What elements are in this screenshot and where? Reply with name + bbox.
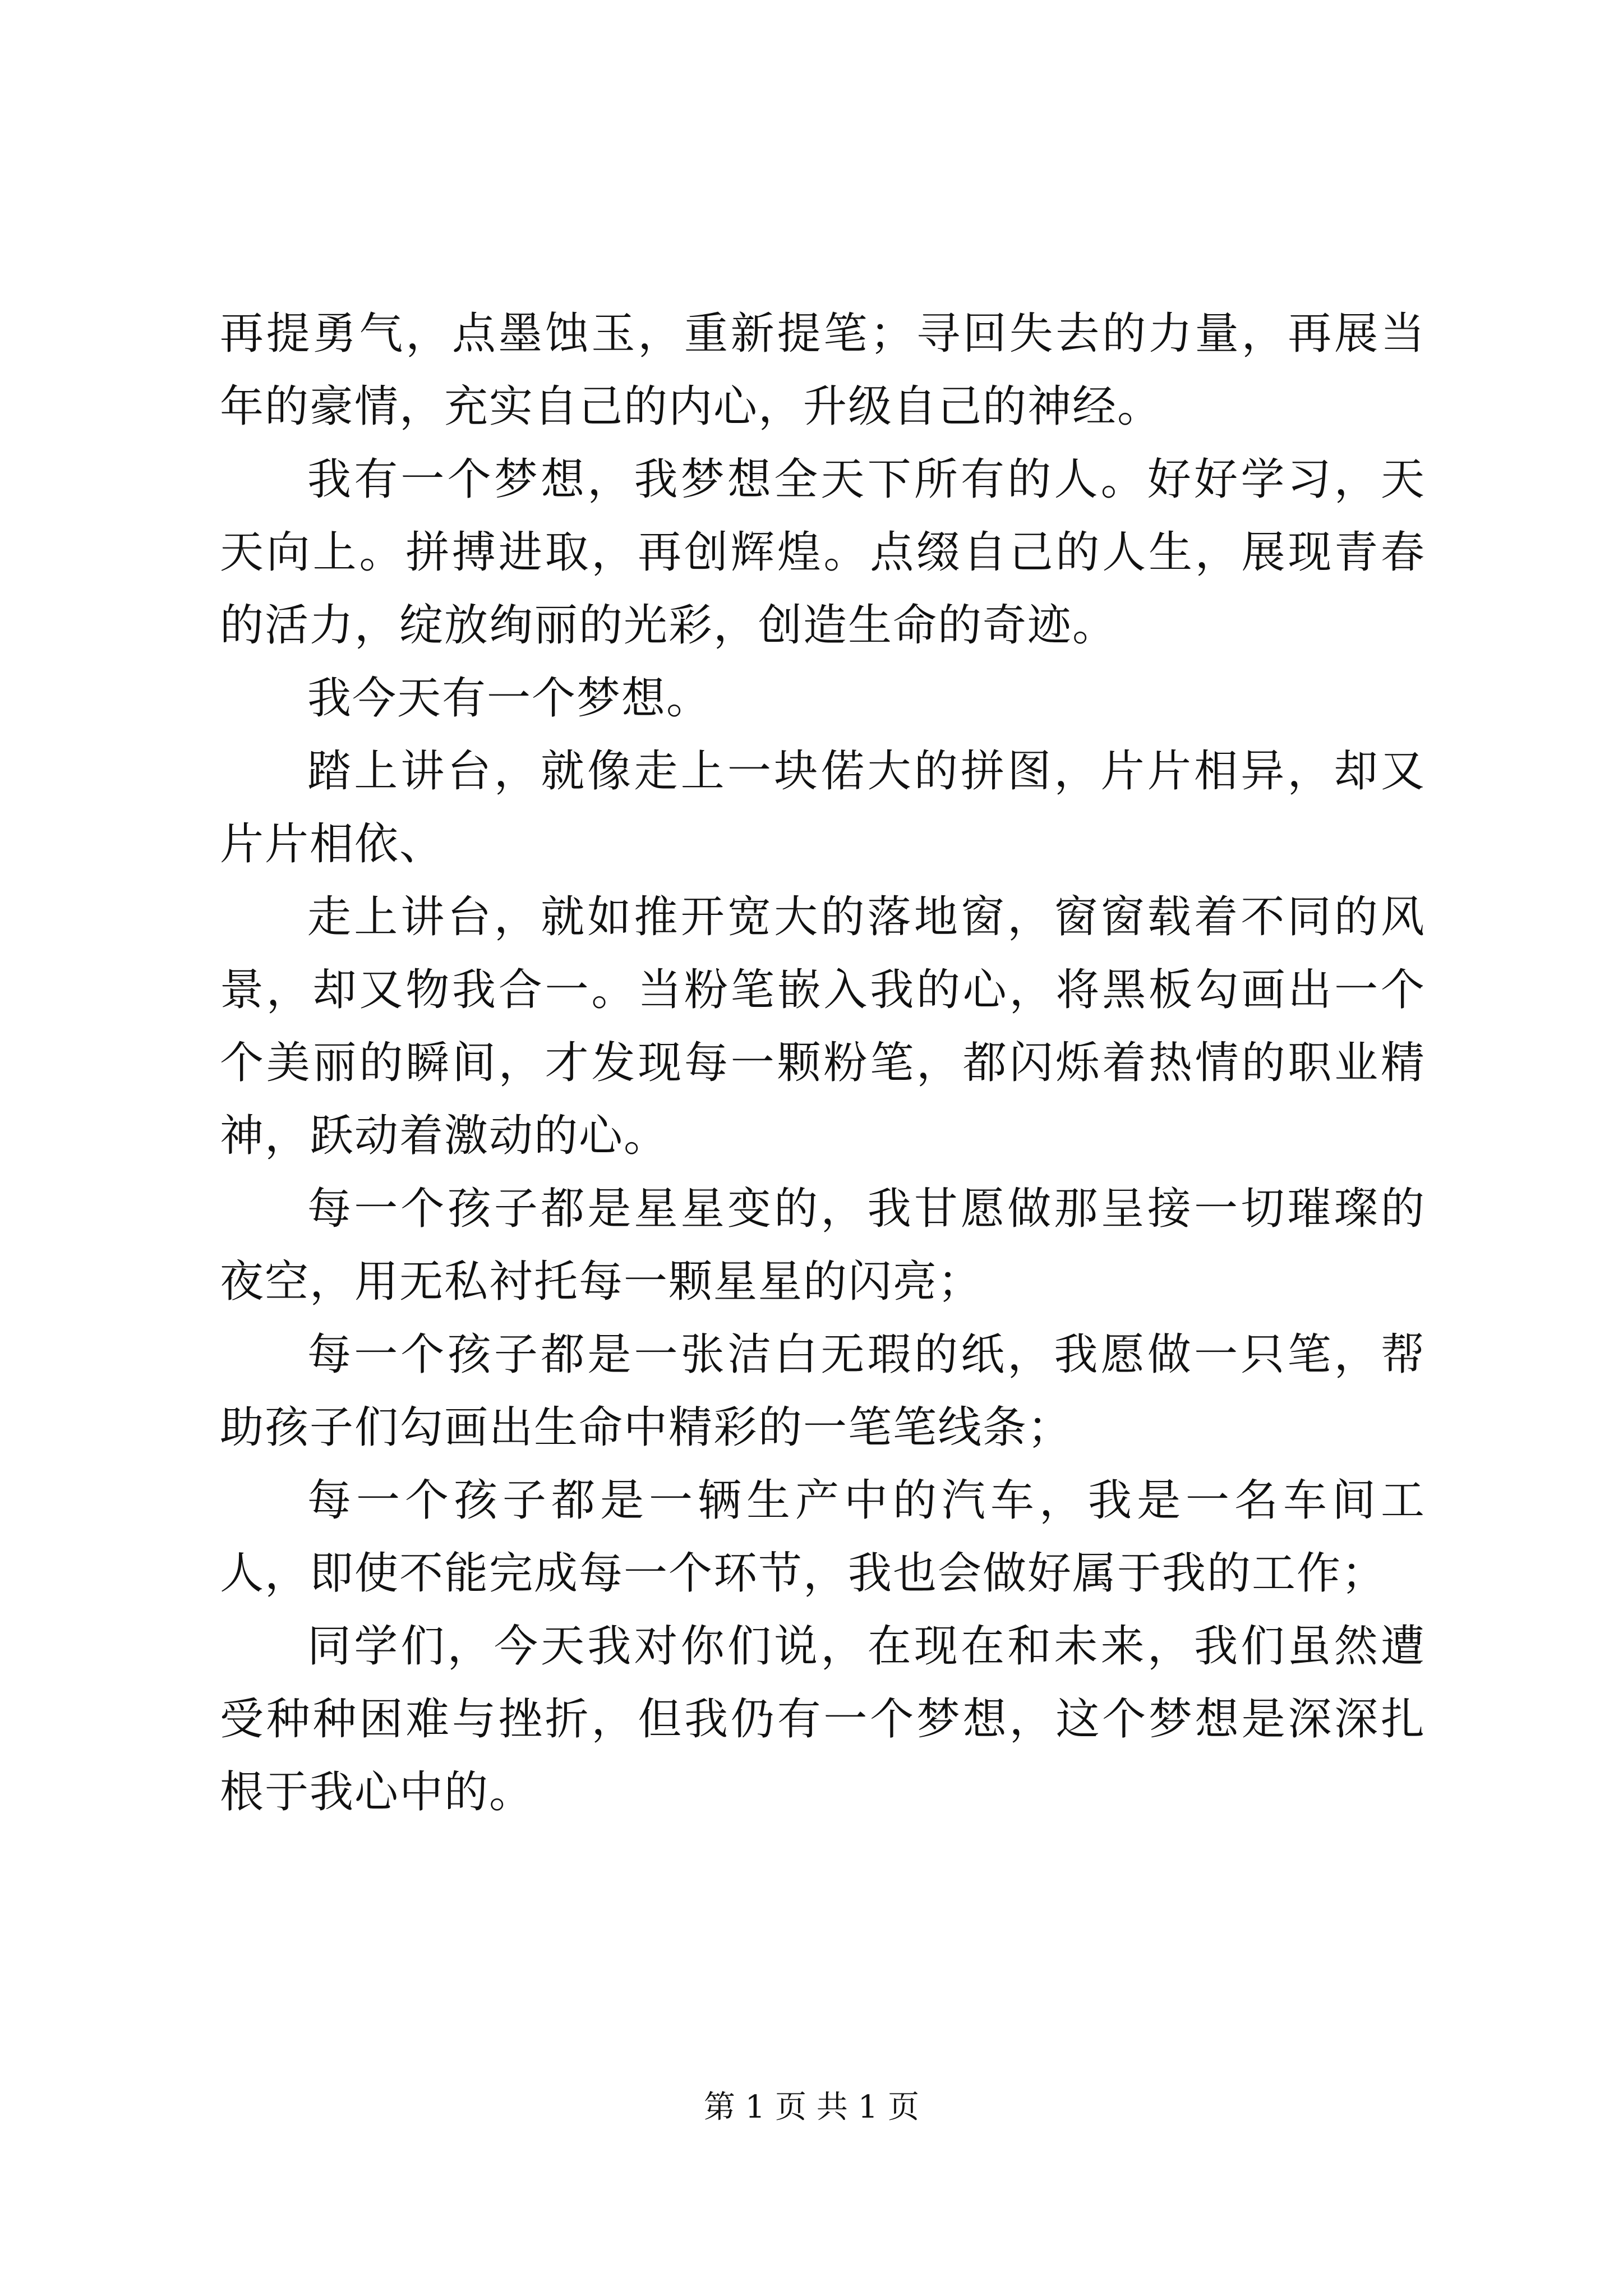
paragraph: 踏上讲台，就像走上一块偌大的拼图，片片相异，却又片片相依、 <box>220 746 1426 869</box>
paragraph: 我今天有一个梦想。 <box>307 673 712 724</box>
document-body <box>220 297 1426 1829</box>
paragraph: 走上讲台，就如推开宽大的落地窗，窗窗载着不同的风景，却又物我合一。当粉笔嵌入我的心，将黑板勾画出一个个美丽的瞬间，才发现每一颗粉笔，都闪烁着热情的职业精神，跃动着激动的心。 <box>220 892 1426 1161</box>
paragraph: 每一个孩子都是一辆生产中的汽车，我是一名车间工人，即使不能完成每一个环节，我也会做好属于我的工作； <box>220 1475 1426 1599</box>
paragraph: 同学们，今天我对你们说，在现在和未来，我们虽然遭受种种困难与挫折，但我仍有一个梦想，这个梦想是深深扎根于我心中的。 <box>220 1621 1426 1818</box>
paragraph: 每一个孩子都是一张洁白无瑕的纸，我愿做一只笔，帮助孩子们勾画出生命中精彩的一笔笔线条； <box>220 1329 1426 1453</box>
paragraph-continuation: 再提勇气，点墨蚀玉，重新提笔；寻回失去的力量，再展当年的豪情，充实自己的内心，升级自己的神经。 <box>220 309 1426 432</box>
paragraph: 每一个孩子都是星星变的，我甘愿做那呈接一切璀璨的夜空，用无私衬托每一颗星星的闪亮； <box>220 1184 1426 1307</box>
page-footer: 第 1 页 共 1 页 <box>703 2089 920 2125</box>
paragraph: 我有一个梦想，我梦想全天下所有的人。好好学习，天天向上。拼搏进取，再创辉煌。点缀自己的人生，展现青春的活力，绽放绚丽的光彩，创造生命的奇迹。 <box>220 454 1426 651</box>
